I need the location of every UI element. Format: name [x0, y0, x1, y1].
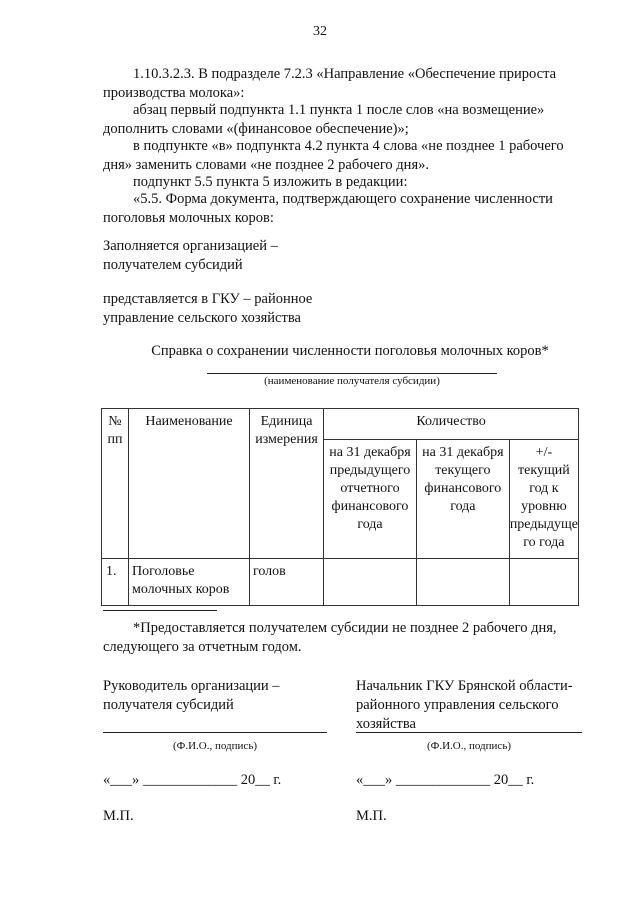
livestock-table — [101, 408, 579, 606]
fill-note-line-1: Заполняется организацией – — [103, 238, 278, 254]
left-stamp-label: М.П. — [103, 808, 134, 824]
sub-diff-line-4: уровню — [521, 499, 567, 514]
row-1-unit: голов — [249, 559, 323, 606]
paragraph-1 — [103, 65, 603, 103]
col-unit-header — [249, 409, 323, 559]
paragraph-2-line-2: дополнить словами «(финансовое обеспечение)»; — [103, 121, 409, 137]
right-signatory-line-2: районного управления сельского — [356, 697, 559, 713]
form-title: Справка о сохранении численности поголовья молочных коров* — [151, 343, 549, 359]
sub-diff-header — [509, 440, 578, 559]
paragraph-5-line-1: «5.5. Форма документа, подтверждающего сохранение численности — [133, 191, 553, 207]
col-num-header-line-1: № — [108, 414, 122, 429]
submit-note — [103, 290, 312, 328]
col-unit-header-line-2: измерения — [255, 432, 318, 447]
right-signatory-line-3: хозяйства — [356, 716, 416, 732]
right-signatory-line-1: Начальник ГКУ Брянской области- — [356, 678, 573, 694]
recipient-caption: (наименование получателя субсидии) — [264, 375, 440, 387]
row-1-prev-value — [324, 559, 417, 606]
sub-prev-line-5: года — [357, 517, 383, 532]
paragraph-3 — [103, 137, 603, 175]
sub-curr-line-1: на 31 декабря — [422, 445, 504, 460]
sub-prev-line-1: на 31 декабря — [329, 445, 411, 460]
sub-diff-line-3: год к — [529, 481, 559, 496]
col-qty-header: Количество — [324, 409, 579, 440]
page-number: 32 — [313, 24, 327, 39]
row-1-curr-value — [416, 559, 509, 606]
recipient-underline — [207, 373, 497, 374]
right-stamp-label: М.П. — [356, 808, 387, 824]
sub-prev-line-4: финансового — [331, 499, 409, 514]
paragraph-2-line-1: абзац первый подпункта 1.1 пункта 1 после слов «на возмещение» — [133, 102, 545, 118]
paragraph-2 — [103, 101, 603, 139]
row-1-name-line-2: молочных коров — [131, 582, 230, 597]
sub-diff-line-5: предыдуще — [509, 517, 578, 532]
row-1-num: 1. — [102, 559, 129, 606]
sub-diff-line-6: го года — [523, 535, 565, 550]
sub-diff-line-2: текущий — [518, 463, 570, 478]
left-signature-line — [103, 732, 327, 733]
sub-diff-line-1: +/- — [535, 445, 553, 460]
right-date-line: «___» _____________ 20__ г. — [356, 772, 535, 788]
submit-note-line-2: управление сельского хозяйства — [103, 310, 301, 326]
sub-prev-line-2: предыдущего — [329, 463, 411, 478]
sub-curr-line-3: финансового — [424, 481, 502, 496]
paragraph-5-line-2: поголовья молочных коров: — [103, 210, 274, 226]
right-signature-line — [356, 732, 582, 733]
col-num-header — [102, 409, 129, 559]
paragraph-5 — [103, 190, 603, 228]
left-signatory-line-2: получателя субсидий — [103, 697, 234, 713]
paragraph-3-line-2: дня» заменить словами «не позднее 2 рабочего дня». — [103, 157, 429, 173]
col-num-header-line-2: пп — [107, 432, 123, 447]
table-header-row — [102, 409, 579, 440]
footnote-line-2: следующего за отчетным годом. — [103, 639, 302, 655]
right-signature-caption: (Ф.И.О., подпись) — [427, 740, 511, 752]
submit-note-line-1: представляется в ГКУ – районное — [103, 291, 313, 307]
sub-curr-year-header — [416, 440, 509, 559]
row-1-diff-value — [509, 559, 578, 606]
paragraph-3-line-1: в подпункте «в» подпункта 4.2 пункта 4 слова «не позднее 1 рабочего — [133, 138, 564, 154]
footnote-line-1: *Предоставляется получателем субсидии не позднее 2 рабочего дня, — [133, 620, 557, 636]
table-row — [102, 559, 579, 606]
paragraph-4-line-1: подпункт 5.5 пункта 5 изложить в редакции: — [133, 174, 408, 190]
footnote-separator — [103, 610, 217, 611]
left-date-line: «___» _____________ 20__ г. — [103, 772, 282, 788]
paragraph-1-line-1: 1.10.3.2.3. В подразделе 7.2.3 «Направление «Обеспечение прироста — [133, 66, 557, 82]
sub-curr-line-2: текущего — [435, 463, 491, 478]
footnote — [103, 619, 603, 657]
row-1-name-line-1: Поголовье — [131, 564, 195, 579]
left-signatory-title — [103, 677, 280, 715]
sub-prev-year-header — [324, 440, 417, 559]
fill-note — [103, 237, 278, 275]
col-name-header: Наименование — [128, 409, 249, 559]
fill-note-line-2: получателем субсидий — [103, 257, 243, 273]
paragraph-1-line-2: производства молока»: — [103, 85, 245, 101]
row-1-name — [128, 559, 249, 606]
left-signature-caption: (Ф.И.О., подпись) — [173, 740, 257, 752]
right-signatory-title — [356, 677, 573, 734]
sub-prev-line-3: отчетного — [340, 481, 400, 496]
col-unit-header-line-1: Единица — [260, 414, 313, 429]
sub-curr-line-4: года — [450, 499, 476, 514]
left-signatory-line-1: Руководитель организации – — [103, 678, 280, 694]
